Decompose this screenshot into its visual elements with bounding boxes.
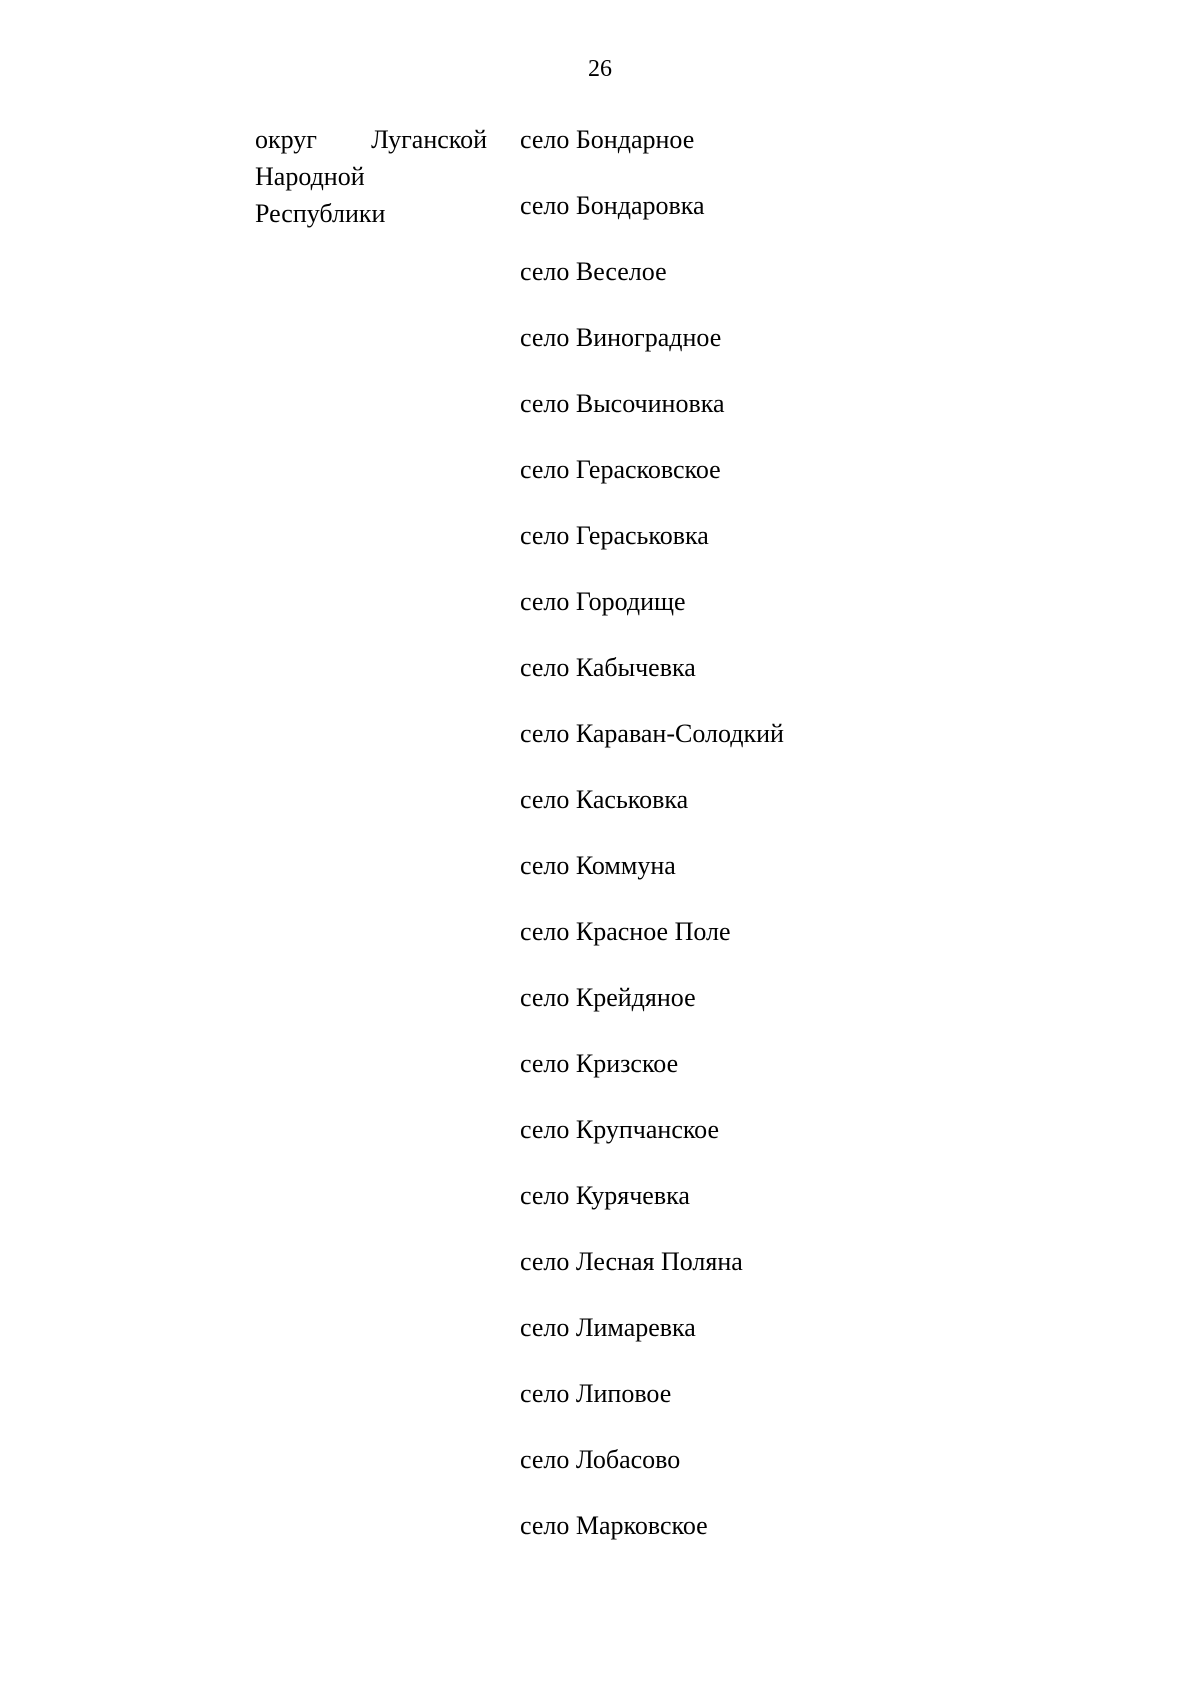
list-item: село Бондарное [520,125,695,154]
district-word-luganskoy: Луганской [371,125,487,154]
list-item: село Лесная Поляна [520,1247,743,1276]
district-line-3: Республики [255,199,386,228]
list-item: село Лимаревка [520,1313,696,1342]
list-item: село Бондаровка [520,191,705,220]
list-item: село Виноградное [520,323,722,352]
settlement-list [520,121,1120,1573]
district-line-1 [255,121,487,158]
list-item: село Высочиновка [520,389,725,418]
list-item: село Кризское [520,1049,679,1078]
district-name [255,121,487,232]
list-item: село Курячевка [520,1181,690,1210]
list-item: село Кабычевка [520,653,696,682]
list-item: село Городище [520,587,686,616]
list-item: село Крупчанское [520,1115,720,1144]
list-item: село Коммуна [520,851,676,880]
list-item: село Марковское [520,1511,708,1540]
list-item: село Каськовка [520,785,689,814]
list-item: село Веселое [520,257,667,286]
list-item: село Герасковское [520,455,721,484]
district-word-okrug: округ [255,125,317,154]
list-item: село Красное Поле [520,917,731,946]
page-number: 26 [588,56,612,82]
list-item: село Караван-Солодкий [520,719,784,748]
list-item: село Липовое [520,1379,672,1408]
list-item: село Крейдяное [520,983,696,1012]
list-item: село Лобасово [520,1445,681,1474]
district-line-2: Народной [255,162,365,191]
list-item: село Гераськовка [520,521,709,550]
